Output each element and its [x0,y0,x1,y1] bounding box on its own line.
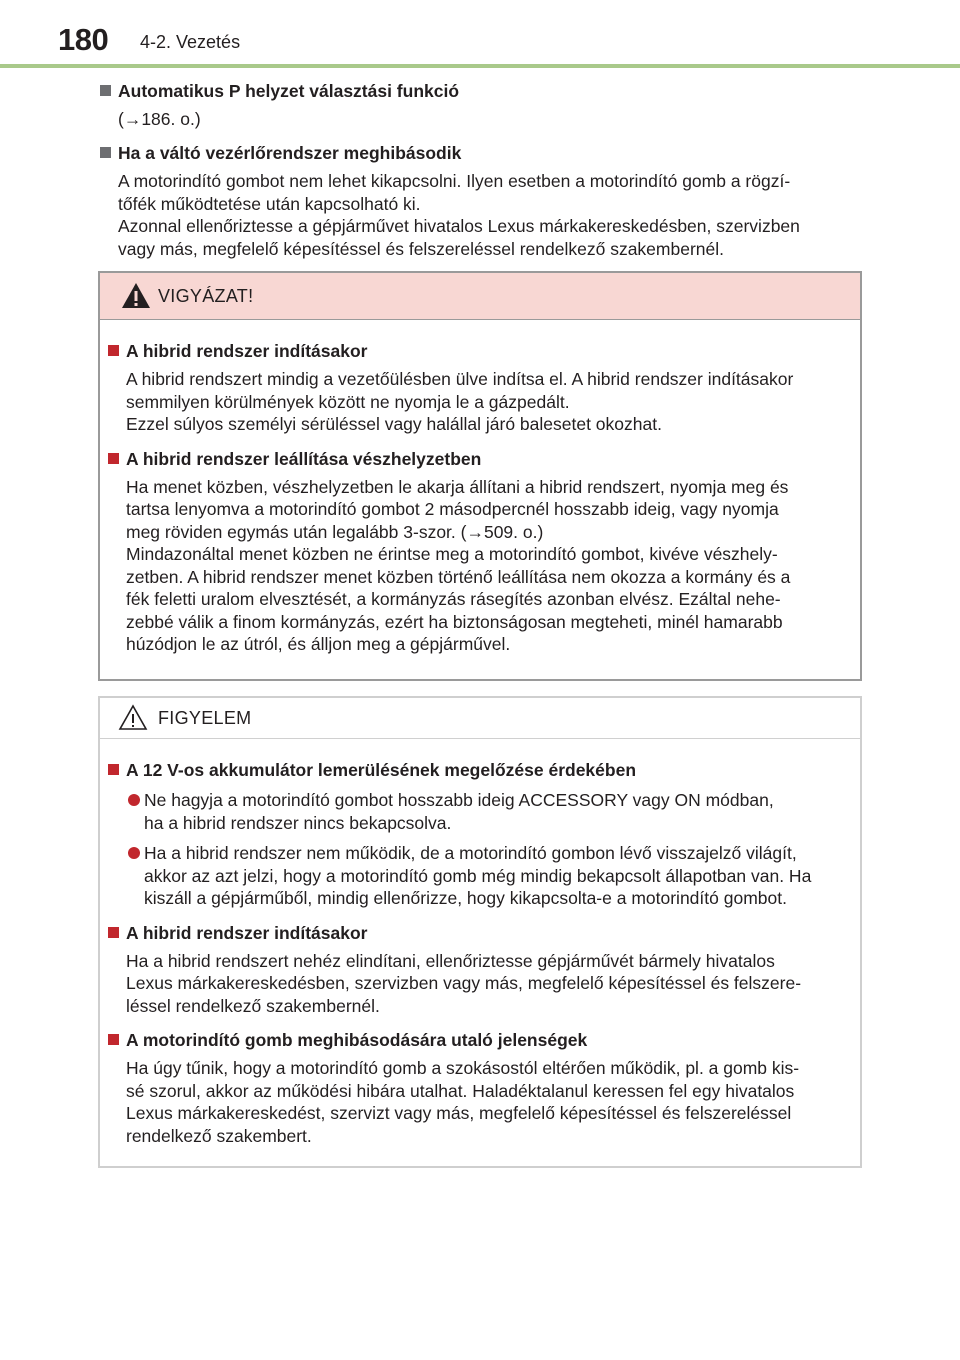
notice-section [108,759,842,910]
text-line: Ha úgy tűnik, hogy a motorindító gomb a szokásostól eltérően működik, pl. a gomb kis- [126,1058,800,1078]
text-line: Ha a hibrid rendszert nehéz elindítani, ellenőriztesse gépjárművét bármely hivatalos [126,950,775,971]
square-bullet-icon [100,147,111,158]
text-line: léssel rendelkező szakembernél. [126,995,380,1016]
text-line: rendelkező szakembert. [126,1125,312,1146]
intro-section-1 [100,80,862,131]
text-line: A hibrid rendszert mindig a vezetőülésben ülve indítsa el. A hibrid rendszer indításakor [126,369,794,389]
section-text [108,1057,842,1147]
list-item [108,789,842,834]
text-line: akkor az azt jelzi, hogy a motorindító gomb még mindig bekapcsolt állapotban van. Ha [144,865,812,886]
text-line: Azonnal ellenőriztesse a gépjárművet hivatalos Lexus márkakereskedésben, szervizben [118,216,800,236]
section-heading: A hibrid rendszer indításakor [108,922,842,944]
intro-section-2 [100,142,862,260]
text-line: semmilyen körülmények között ne nyomja le a gázpedált. [126,391,570,412]
text-line: tőfék működtetése után kapcsolható ki. [118,193,421,214]
caution-triangle-icon [118,704,148,731]
text-line: Lexus márkakereskedésben, szervizben vagy más, megfelelő képesítéssel és felszere- [126,973,802,993]
section-text [108,368,842,436]
section-heading: Automatikus P helyzet választási funkció [100,80,862,102]
text-line: tartsa lenyomva a motorindító gombot 2 másodpercnél hosszabb ideig, vagy nyomja [126,499,779,519]
text-line: meg röviden egymás után legalább 3-szor. (→509. o.) [126,521,544,542]
text-line: Ezzel súlyos személyi sérüléssel vagy halállal járó balesetet okozhat. [126,414,662,434]
section-heading: A motorindító gomb meghibásodására utaló jelenségek [108,1029,842,1051]
page-reference: (→186. o.) [118,109,201,129]
warning-section [108,448,842,656]
text-line: ha a hibrid rendszer nincs bekapcsolva. [144,812,452,833]
notice-box [98,696,862,1168]
text-line: Mindazonáltal menet közben ne érintse meg a motorindító gombot, kivéve vészhely- [126,544,778,564]
warning-title: VIGYÁZAT! [158,286,254,306]
text-line: kiszáll a gépjárműből, mindig ellenőrizze, hogy kikapcsolta-e a motorindító gombot. [144,888,787,908]
text-line: Ne hagyja a motorindító gombot hosszabb ideig ACCESSORY vagy ON módban, [144,790,774,810]
square-bullet-icon [108,1034,119,1045]
text-line: Ha a hibrid rendszer nem működik, de a motorindító gombon lévő visszajelző világít, [144,843,797,863]
round-bullet-icon [128,794,140,806]
square-bullet-icon [100,85,111,96]
notice-section [108,1029,842,1147]
text-line: vagy más, megfelelő képesítéssel és felszereléssel rendelkező szakembernél. [118,238,724,259]
section-heading: A hibrid rendszer indításakor [108,340,842,362]
notice-section [108,922,842,1018]
text-line: zebbé válik a finom kormányzás, ezért ha biztonságosan megteheti, minél hamarabb [126,611,783,632]
square-bullet-icon [108,927,119,938]
text-line: zetben. A hibrid rendszer menet közben történő leállítása nem okozza a kormány és a [126,566,791,587]
text-line: Ha menet közben, vészhelyzetben le akarja állítani a hibrid rendszert, nyomja meg és [126,476,789,497]
notice-title-bar [100,698,860,739]
text-line: A motorindító gombot nem lehet kikapcsolni. Ilyen esetben a motorindító gomb a rögzí- [118,171,791,191]
text-line: húzódjon le az útról, és álljon meg a gépjárművel. [126,634,511,654]
chapter-title: 4-2. Vezetés [140,32,241,52]
list-item [108,842,842,910]
warning-triangle-icon [121,282,151,309]
warning-title-bar [100,273,860,320]
warning-section [108,340,842,436]
square-bullet-icon [108,453,119,464]
text-line: fék feletti uralom elvesztését, a kormányzás rásegítés azonban elvész. Ezáltal nehe- [126,589,781,609]
warning-box [98,271,862,681]
text-line: Lexus márkakereskedést, szervizt vagy más, megfelelő képesítéssel és felszereléssel [126,1103,792,1123]
header-divider [0,64,960,68]
section-text [108,476,842,656]
section-heading: Ha a váltó vezérlőrendszer meghibásodik [100,142,862,164]
notice-title: FIGYELEM [158,708,252,728]
notice-body [100,739,860,1147]
page-number: 180 [58,22,109,57]
section-text [108,950,842,1018]
page-header [0,0,960,70]
section-text [100,170,862,260]
warning-body [100,320,860,656]
section-text [100,108,862,131]
text-line: sé szorul, akkor az működési hibára utalhat. Haladéktalanul keressen fel egy hivatalos [126,1080,795,1101]
section-heading: A hibrid rendszer leállítása vészhelyzetben [108,448,842,470]
section-heading: A 12 V-os akkumulátor lemerülésének megelőzése érdekében [108,759,842,781]
square-bullet-icon [108,764,119,775]
square-bullet-icon [108,345,119,356]
round-bullet-icon [128,847,140,859]
